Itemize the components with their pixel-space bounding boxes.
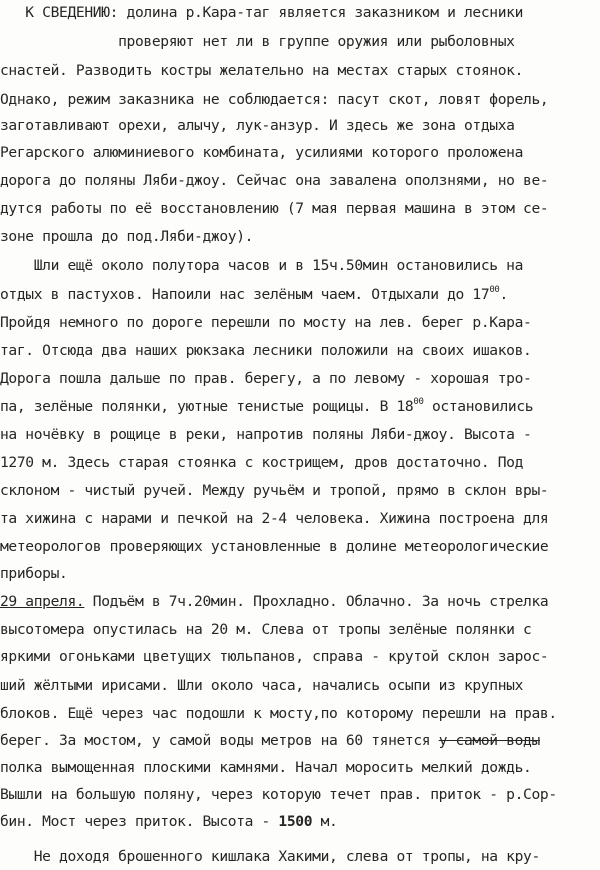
text-line: яркими огоньками цветущих тюльпанов, справа - крутой склон зарос- bbox=[0, 648, 549, 665]
text-line: таг. Отсюда два наших рюкзака лесники положили на своих ишаков. bbox=[0, 342, 532, 359]
text-line: Однако, режим заказника не соблюдается: пасут скот, ловят форель, bbox=[0, 91, 549, 108]
text-line: метеорологов проверяющих установленные в долине метеорологические bbox=[0, 538, 549, 555]
struck-out-text: у самой воды bbox=[438, 732, 540, 749]
text-line: блоков. Ещё через час подошли к мосту,по которому перешли на прав. bbox=[0, 705, 557, 722]
superscript: 00 bbox=[413, 397, 424, 407]
text-line: проверяют нет ли в группе оружия или рыболовных bbox=[0, 33, 515, 50]
altitude-value: 1500 bbox=[278, 813, 313, 830]
text-line: К СВЕДЕНИЮ: долина р.Кара-таг является заказником и лесники bbox=[0, 4, 524, 21]
text-line: 1270 м. Здесь старая стоянка с кострищем, дров достаточно. Под bbox=[0, 454, 524, 471]
text-line: ший жёлтыми ирисами. Шли около часа, начались осыпи из крупных bbox=[0, 677, 524, 694]
text-line: та хижина с нарами и печкой на 2-4 человека. Хижина построена для bbox=[0, 510, 549, 527]
text-line: па, зелёные полянки, уютные тенистые рощицы. В $18^{00}$ остановились bbox=[0, 397, 534, 415]
text-line: на ночёвку в рощице в реки, напротив поляны Ляби-джоу. Высота - bbox=[0, 426, 532, 443]
text-line: Регарского алюминиевого комбината, усилиями которого проложена bbox=[0, 144, 524, 161]
text-line: дутся работы по её восстановлению (7 мая первая машина в этом се- bbox=[0, 200, 549, 217]
date-heading: 29 апреля. bbox=[0, 593, 85, 610]
text-line: высотомера опустилась на 20 м. Слева от тропы зелёные полянки с bbox=[0, 621, 532, 638]
text-line: снастей. Разводить костры желательно на местах старых стоянок. bbox=[0, 62, 524, 79]
text-line: отдых в пастухов. Напоили нас зелёным чаем. Отдыхали до $17^{00}$. bbox=[0, 285, 508, 303]
text-line: Не доходя брошенного кишлака Хакими, слева от тропы, на кру- bbox=[0, 848, 540, 865]
text-line: 29 апреля. Подъём в 7ч.20мин. Прохладно. Облачно. За ночь стрелка bbox=[0, 593, 549, 610]
text-line: заготавливают орехи, алычу, лук-анзур. И здесь же зона отдыха bbox=[0, 117, 515, 134]
superscript: 00 bbox=[489, 285, 500, 295]
text-line: Пройдя немного по дороге перешли по мосту на лев. берег р.Кара- bbox=[0, 314, 532, 331]
text-line: дорога до поляны Ляби-джоу. Сейчас она завалена оползнями, но ве- bbox=[0, 172, 549, 189]
text-line: Дорога пошла дальше по прав. берегу, а по левому - хорошая тро- bbox=[0, 370, 532, 387]
text-line: берег. За мостом, у самой воды метров на 60 тянется у самой воды bbox=[0, 732, 540, 749]
text-line: бин. Мост через приток. Высота - 1500 м. bbox=[0, 813, 338, 830]
text-line: склоном - чистый ручей. Между ручьём и тропой, прямо в склон вры- bbox=[0, 482, 549, 499]
text-line: Вышли на большую поляну, через которую течет прав. приток - р.Сор- bbox=[0, 786, 557, 803]
text-line: зоне прошла до под.Ляби-джоу). bbox=[0, 228, 254, 245]
text-line: Шли ещё около полутора часов и в 15ч.50мин остановились на bbox=[0, 257, 524, 274]
text-line: приборы. bbox=[0, 565, 68, 582]
text-line: полка вымощенная плоскими камнями. Начал моросить мелкий дождь. bbox=[0, 759, 532, 776]
